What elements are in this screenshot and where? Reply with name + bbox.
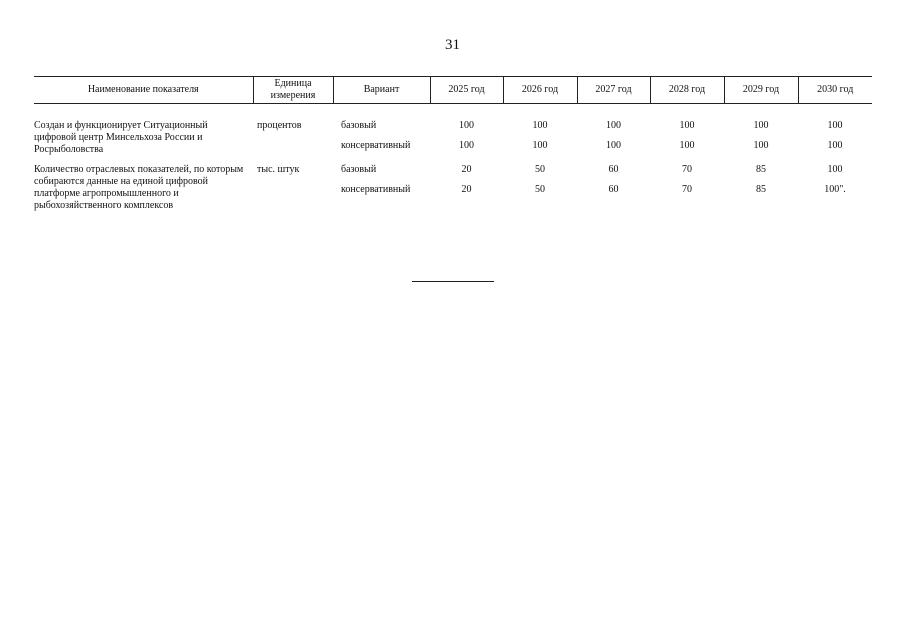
value: 100 [753, 140, 769, 151]
value-cell-2025 [430, 104, 503, 161]
header-year-2027: 2027 год [577, 77, 650, 104]
value: 100 [827, 140, 843, 151]
header-unit: Единица измерения [253, 77, 333, 104]
variant-label: базовый [341, 164, 377, 175]
value: 60 [608, 184, 619, 195]
variant-label: базовый [341, 120, 377, 131]
value: 70 [682, 164, 692, 175]
value: 100 [532, 120, 548, 131]
header-year-2025: 2025 год [430, 77, 503, 104]
value-cell-2028 [650, 104, 724, 161]
value: 20 [461, 164, 472, 175]
value: 50 [535, 164, 545, 175]
indicator-unit [253, 104, 333, 161]
indicator-name-text: Количество отраслевых показателей, по которым собираются данные на единой цифровой платформе агропромышленного и рыбохозяйственного комплексов [34, 164, 244, 211]
table-row [34, 104, 872, 161]
value: 100 [606, 140, 621, 151]
value: 100 [827, 164, 843, 175]
header-year-2030: 2030 год [798, 77, 872, 104]
indicators-table [34, 76, 872, 212]
value-cell-2025 [430, 160, 503, 212]
variant-cell [333, 104, 430, 161]
value-cell-2026 [503, 104, 577, 161]
variant-cell [333, 160, 430, 212]
value: 100". [824, 184, 846, 195]
value: 100 [459, 140, 474, 151]
value-cell-2030 [798, 104, 872, 161]
value-cell-2026 [503, 160, 577, 212]
table-row [34, 160, 872, 212]
header-indicator-name: Наименование показателя [34, 77, 253, 104]
header-year-2029: 2029 год [724, 77, 798, 104]
variant-label: консервативный [341, 184, 411, 195]
value-cell-2029 [724, 160, 798, 212]
value-cell-2030 [798, 160, 872, 212]
value: 100 [532, 140, 548, 151]
table-header-row [34, 77, 872, 104]
value: 100 [679, 140, 695, 151]
header-year-2028: 2028 год [650, 77, 724, 104]
value: 100 [753, 120, 769, 131]
value-cell-2027 [577, 104, 650, 161]
header-year-2026: 2026 год [503, 77, 577, 104]
unit-text: процентов [257, 120, 302, 131]
indicator-unit [253, 160, 333, 212]
value: 85 [756, 164, 766, 175]
value: 50 [535, 184, 545, 195]
value: 60 [608, 164, 619, 175]
value: 100 [459, 120, 474, 131]
value: 85 [756, 184, 766, 195]
variant-label: консервативный [341, 140, 411, 151]
unit-text: тыс. штук [257, 164, 300, 175]
value: 20 [461, 184, 472, 195]
value: 70 [682, 184, 692, 195]
value-cell-2029 [724, 104, 798, 161]
value-cell-2027 [577, 160, 650, 212]
indicator-name [34, 160, 253, 212]
indicator-name-text: Создан и функционирует Ситуационный цифровой центр Минсельхоза России и Росрыболовства [34, 120, 208, 155]
header-variant: Вариант [333, 77, 430, 104]
indicator-name [34, 104, 253, 161]
value-cell-2028 [650, 160, 724, 212]
value: 100 [606, 120, 621, 131]
closing-rule [412, 281, 494, 282]
value: 100 [679, 120, 695, 131]
page-number: 31 [445, 37, 460, 53]
value: 100 [827, 120, 843, 131]
